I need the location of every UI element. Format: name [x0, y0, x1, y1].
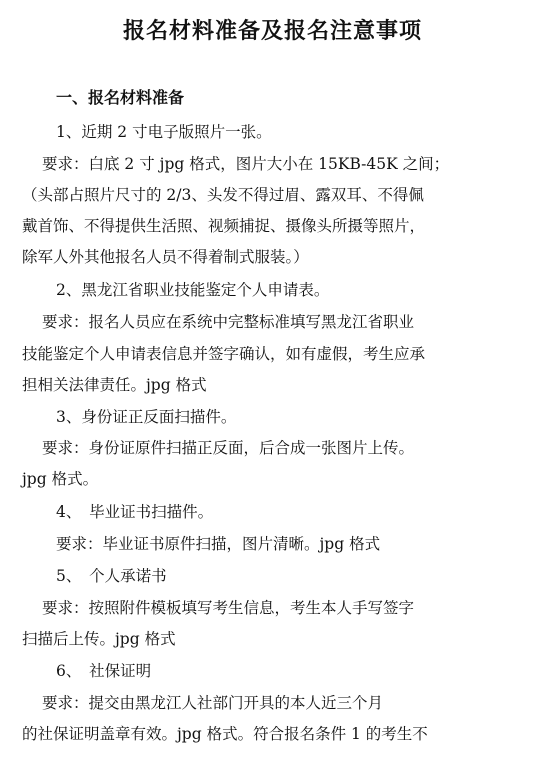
- item-1-requirement-cont-3: 除军人外其他报名人员不得着制式服装。）: [22, 248, 309, 266]
- item-3-requirement-cont-1: jpg 格式。: [22, 470, 99, 488]
- item-5-title: 5、 个人承诺书: [56, 567, 167, 585]
- item-2-requirement-cont-2: 担相关法律责任。jpg 格式: [22, 376, 207, 394]
- item-4-requirement: 要求：毕业证书原件扫描，图片清晰。jpg 格式: [56, 535, 381, 553]
- item-1-title: 1、近期 2 寸电子版照片一张。: [56, 123, 272, 141]
- item-3-title: 3、身份证正反面扫描件。: [56, 408, 237, 426]
- item-6-requirement: 要求：提交由黑龙江人社部门开具的本人近三个月: [42, 694, 384, 712]
- item-2-requirement: 要求：报名人员应在系统中完整标准填写黑龙江省职业: [42, 313, 415, 331]
- item-6-title: 6、 社保证明: [56, 662, 152, 680]
- item-2-title: 2、黑龙江省职业技能鉴定个人申请表。: [56, 281, 330, 299]
- item-4-title: 4、 毕业证书扫描件。: [56, 503, 214, 521]
- document-title: 报名材料准备及报名注意事项: [122, 19, 422, 44]
- item-3-requirement: 要求：身份证原件扫描正反面，后合成一张图片上传。: [42, 439, 415, 457]
- item-6-requirement-cont-1: 的社保证明盖章有效。jpg 格式。符合报名条件 1 的考生不: [22, 725, 428, 743]
- item-1-requirement: 要求：白底 2 寸 jpg 格式，图片大小在 15KB-45K 之间；: [42, 155, 450, 173]
- section-heading: 一、报名材料准备: [56, 88, 185, 107]
- item-1-requirement-cont-1: （头部占照片尺寸的 2/3、头发不得过眉、露双耳、不得佩: [22, 186, 424, 204]
- item-2-requirement-cont-1: 技能鉴定个人申请表信息并签字确认，如有虚假，考生应承: [22, 345, 426, 363]
- item-5-requirement-cont-1: 扫描后上传。jpg 格式: [22, 630, 176, 648]
- item-1-requirement-cont-2: 戴首饰、不得提供生活照、视频捕捉、摄像头所摄等照片，: [22, 217, 426, 235]
- item-5-requirement: 要求：按照附件模板填写考生信息，考生本人手写签字: [42, 599, 415, 617]
